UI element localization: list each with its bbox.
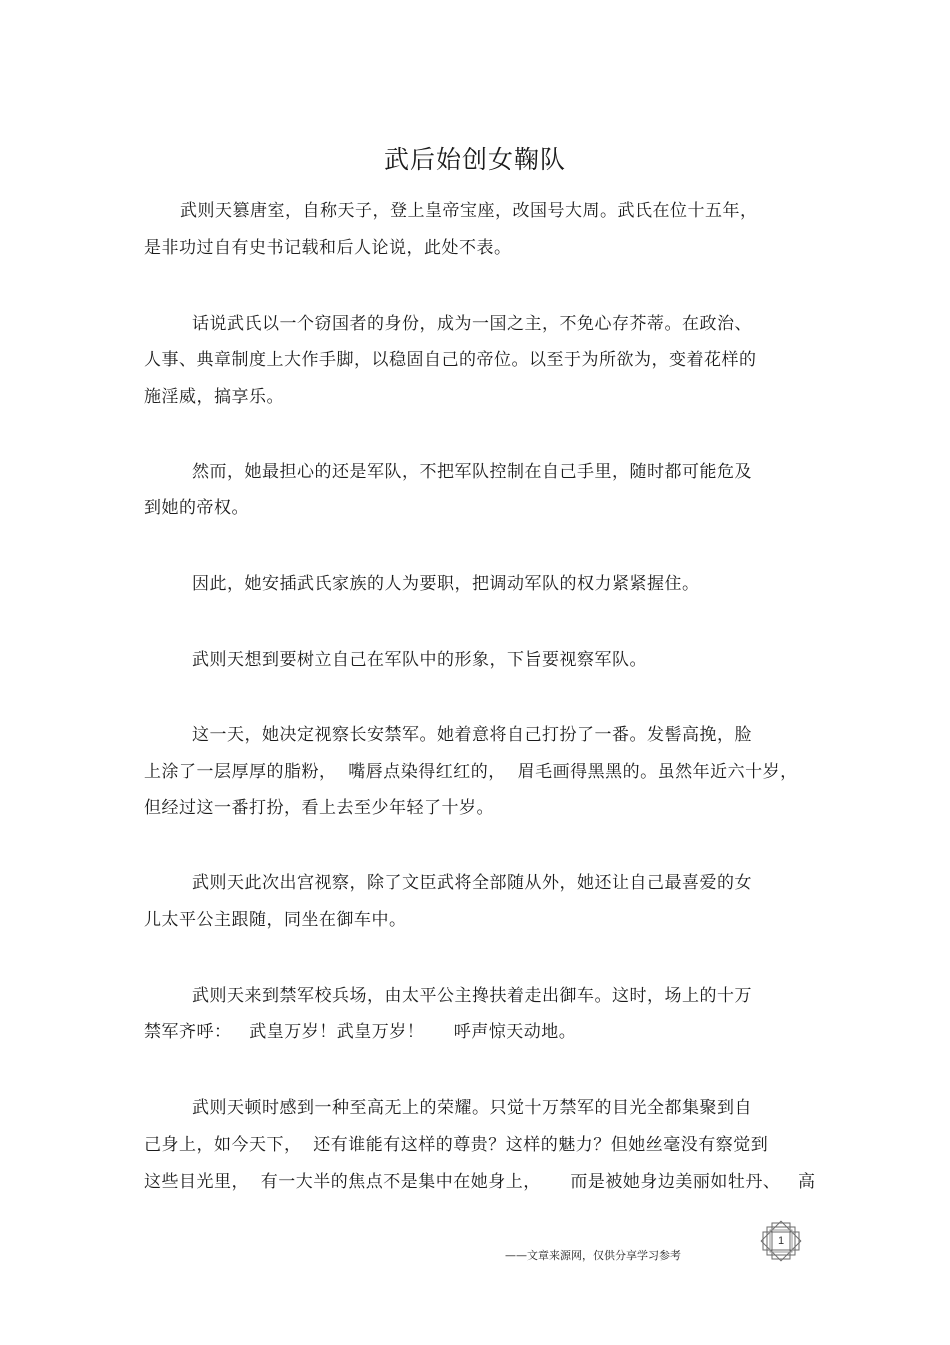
paragraph-7-line-2: 儿太平公主跟随，同坐在御车中。 xyxy=(144,910,407,930)
page-number-badge xyxy=(758,1218,804,1264)
paragraph-1-line-2: 是非功过自有史书记载和后人论说，此处不表。 xyxy=(144,238,512,258)
paragraph-9-line-2: 己身上，如今天下， 还有谁能有这样的尊贵？这样的魅力？但她丝毫没有察觉到 xyxy=(144,1135,769,1155)
page-number: 1 xyxy=(777,1235,785,1247)
paragraph-9-line-1: 武则天顿时感到一种至高无上的荣耀。只觉十万禁军的目光全都集聚到自 xyxy=(192,1098,752,1118)
paragraph-7-line-1: 武则天此次出宫视察，除了文臣武将全部随从外，她还让自己最喜爱的女 xyxy=(192,873,752,893)
paragraph-6-line-3: 但经过这一番打扮，看上去至少年轻了十岁。 xyxy=(144,798,494,818)
paragraph-4-line-1: 因此，她安插武氏家族的人为要职，把调动军队的权力紧紧握住。 xyxy=(192,574,700,594)
paragraph-8-line-1: 武则天来到禁军校兵场，由太平公主搀扶着走出御车。这时，场上的十万 xyxy=(192,986,752,1006)
paragraph-3-line-2: 到她的帝权。 xyxy=(144,498,249,518)
paragraph-2-line-3: 施淫威，搞享乐。 xyxy=(144,387,284,407)
paragraph-5-line-1: 武则天想到要树立自己在军队中的形象，下旨要视察军队。 xyxy=(192,650,647,670)
paragraph-6-line-1: 这一天，她决定视察长安禁军。她着意将自己打扮了一番。发髻高挽，脸 xyxy=(192,725,752,745)
paragraph-3-line-1: 然而，她最担心的还是军队，不把军队控制在自己手里，随时都可能危及 xyxy=(192,462,752,482)
paragraph-1-line-1: 武则天篡唐室，自称天子，登上皇帝宝座，改国号大周。武氏在位十五年， xyxy=(180,201,758,221)
paragraph-8-line-2: 禁军齐呼： 武皇万岁！武皇万岁！ 呼声惊天动地。 xyxy=(144,1022,577,1042)
paragraph-2-line-2: 人事、典章制度上大作手脚，以稳固自己的帝位。以至于为所欲为，变着花样的 xyxy=(144,350,757,370)
footer-source-note: ——文章来源网，仅供分享学习参考 xyxy=(505,1249,681,1262)
page-title: 武后始创女鞠队 xyxy=(383,145,566,174)
paragraph-9-line-3: 这些目光里， 有一大半的焦点不是集中在她身上， 而是被她身边美丽如牡丹、 高 xyxy=(144,1172,816,1192)
paragraph-2-line-1: 话说武氏以一个窃国者的身份，成为一国之主，不免心存芥蒂。在政治、 xyxy=(192,314,752,334)
paragraph-6-line-2: 上涂了一层厚厚的脂粉， 嘴唇点染得红红的， 眉毛画得黑黑的。虽然年近六十岁， xyxy=(144,762,798,782)
